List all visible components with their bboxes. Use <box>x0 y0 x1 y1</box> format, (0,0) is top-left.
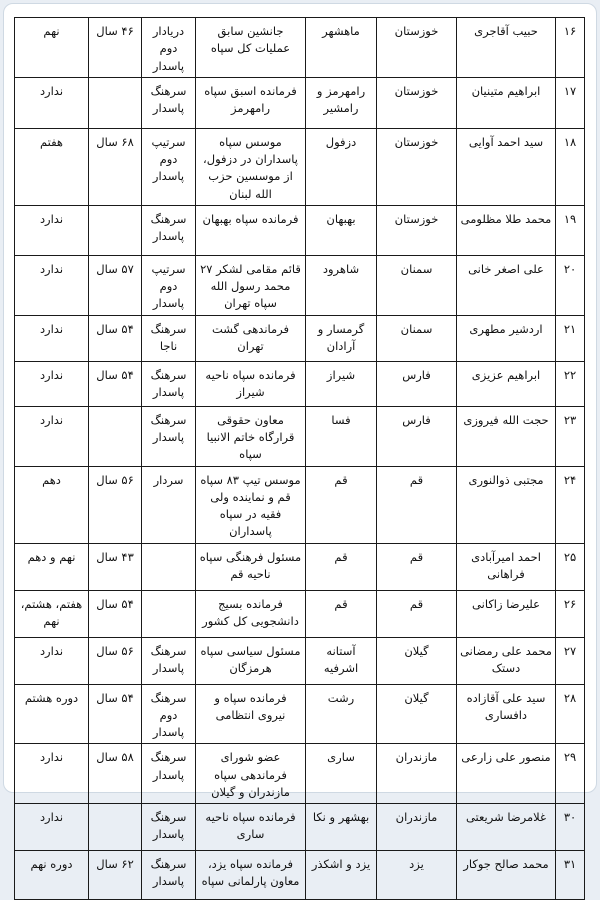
cell-age: ۵۴ سال <box>89 590 142 637</box>
cell-term: دهم <box>15 466 89 543</box>
cell-position: فرمانده سپاه ناحیه ساری <box>196 804 306 851</box>
cell-district: بهشهر و نکا <box>306 804 377 851</box>
cell-district: آستانه اشرفیه <box>306 637 377 684</box>
cell-age <box>89 77 142 128</box>
table-row <box>15 128 585 205</box>
cell-name: احمد امیرآبادی فراهانی <box>457 543 556 590</box>
cell-rank <box>142 590 196 637</box>
cell-province: سمنان <box>377 315 457 361</box>
cell-age <box>89 406 142 466</box>
cell-province: قم <box>377 466 457 543</box>
cell-position: مسئول فرهنگی سپاه ناحیه قم <box>196 543 306 590</box>
cell-age <box>89 804 142 851</box>
table-body <box>15 18 585 900</box>
cell-district: شیراز <box>306 361 377 406</box>
cell-age: ۵۸ سال <box>89 744 142 804</box>
cell-row-number: ۲۸ <box>556 684 585 744</box>
cell-term: ندارد <box>15 804 89 851</box>
cell-term: هفتم، هشتم، نهم <box>15 590 89 637</box>
cell-row-number: ۲۱ <box>556 315 585 361</box>
cell-row-number: ۳۱ <box>556 851 585 900</box>
cell-term: ندارد <box>15 406 89 466</box>
cell-name: محمد علی رمضانی دستک <box>457 637 556 684</box>
table-row <box>15 361 585 406</box>
cell-name: ابراهیم متینیان <box>457 77 556 128</box>
cell-term: ندارد <box>15 255 89 315</box>
cell-row-number: ۳۰ <box>556 804 585 851</box>
cell-rank <box>142 543 196 590</box>
cell-district: بهبهان <box>306 205 377 255</box>
cell-province: گیلان <box>377 637 457 684</box>
cell-province: خوزستان <box>377 128 457 205</box>
cell-term: ندارد <box>15 315 89 361</box>
cell-province: قم <box>377 590 457 637</box>
cell-district: ساری <box>306 744 377 804</box>
cell-term: دوره نهم <box>15 851 89 900</box>
cell-province: یزد <box>377 851 457 900</box>
cell-position: فرمانده سپاه و نیروی انتظامی <box>196 684 306 744</box>
cell-district: یزد و اشکذر <box>306 851 377 900</box>
cell-position: موسس سپاه پاسداران در دزفول، از موسسین حزب الله لبنان <box>196 128 306 205</box>
cell-district: قم <box>306 543 377 590</box>
cell-age: ۶۲ سال <box>89 851 142 900</box>
cell-province: سمنان <box>377 255 457 315</box>
cell-rank: سرهنگ ناجا <box>142 315 196 361</box>
cell-term: ندارد <box>15 744 89 804</box>
cell-age: ۴۳ سال <box>89 543 142 590</box>
table-row <box>15 315 585 361</box>
cell-term: نهم <box>15 18 89 78</box>
cell-district: دزفول <box>306 128 377 205</box>
cell-province: گیلان <box>377 684 457 744</box>
cell-district: گرمسار و آرادان <box>306 315 377 361</box>
cell-age: ۵۴ سال <box>89 684 142 744</box>
cell-district: رشت <box>306 684 377 744</box>
cell-rank: سرهنگ پاسدار <box>142 361 196 406</box>
cell-position: فرمانده بسیج دانشجویی کل کشور <box>196 590 306 637</box>
cell-province: خوزستان <box>377 205 457 255</box>
table-row <box>15 18 585 78</box>
cell-position: فرمانده سپاه یزد، معاون پارلمانی سپاه <box>196 851 306 900</box>
table-row <box>15 684 585 744</box>
cell-rank: دریادار دوم پاسدار <box>142 18 196 78</box>
cell-name: سید احمد آوایی <box>457 128 556 205</box>
cell-rank: سرهنگ پاسدار <box>142 205 196 255</box>
cell-rank: سرهنگ پاسدار <box>142 77 196 128</box>
cell-age: ۵۴ سال <box>89 315 142 361</box>
cell-position: قائم مقامی لشکر ۲۷ محمد رسول الله سپاه تهران <box>196 255 306 315</box>
cell-term: ندارد <box>15 77 89 128</box>
cell-rank: سرهنگ پاسدار <box>142 406 196 466</box>
cell-position: عضو شورای فرماندهی سپاه مازندران و گیلان <box>196 744 306 804</box>
table-row <box>15 205 585 255</box>
cell-rank: سرتیپ دوم پاسدار <box>142 128 196 205</box>
cell-rank: سرتیپ دوم پاسدار <box>142 255 196 315</box>
cell-district: ماهشهر <box>306 18 377 78</box>
cell-term: دوره هشتم <box>15 684 89 744</box>
cell-position: موسس تیپ ۸۳ سپاه قم و نماینده ولی فقیه در سپاه پاسداران <box>196 466 306 543</box>
cell-term: هفتم <box>15 128 89 205</box>
cell-row-number: ۲۴ <box>556 466 585 543</box>
cell-name: علیرضا زاکانی <box>457 590 556 637</box>
cell-age <box>89 205 142 255</box>
cell-age: ۴۶ سال <box>89 18 142 78</box>
cell-name: غلامرضا شریعتی <box>457 804 556 851</box>
table-row <box>15 406 585 466</box>
cell-row-number: ۱۹ <box>556 205 585 255</box>
cell-name: ابراهیم عزیزی <box>457 361 556 406</box>
cell-row-number: ۲۳ <box>556 406 585 466</box>
cell-position: فرمانده سپاه بهبهان <box>196 205 306 255</box>
cell-row-number: ۱۸ <box>556 128 585 205</box>
cell-age: ۵۴ سال <box>89 361 142 406</box>
table-row <box>15 804 585 851</box>
cell-province: قم <box>377 543 457 590</box>
cell-name: محمد صالح جوکار <box>457 851 556 900</box>
cell-district: رامهرمز و رامشیر <box>306 77 377 128</box>
cell-row-number: ۲۲ <box>556 361 585 406</box>
cell-district: فسا <box>306 406 377 466</box>
cell-age: ۵۶ سال <box>89 466 142 543</box>
cell-position: فرمانده سپاه ناحیه شیراز <box>196 361 306 406</box>
cell-name: اردشیر مطهری <box>457 315 556 361</box>
cell-age: ۶۸ سال <box>89 128 142 205</box>
cell-row-number: ۱۷ <box>556 77 585 128</box>
cell-province: مازندران <box>377 744 457 804</box>
cell-row-number: ۲۵ <box>556 543 585 590</box>
cell-province: مازندران <box>377 804 457 851</box>
cell-name: منصور علی زارعی <box>457 744 556 804</box>
cell-row-number: ۲۰ <box>556 255 585 315</box>
cell-district: قم <box>306 590 377 637</box>
cell-position: معاون حقوقی قرارگاه خاتم الانبیا سپاه <box>196 406 306 466</box>
cell-province: فارس <box>377 406 457 466</box>
cell-rank: سرهنگ پاسدار <box>142 851 196 900</box>
table-row <box>15 744 585 804</box>
cell-row-number: ۲۷ <box>556 637 585 684</box>
table-row <box>15 851 585 900</box>
members-table <box>14 17 585 900</box>
cell-district: شاهرود <box>306 255 377 315</box>
cell-district: قم <box>306 466 377 543</box>
cell-rank: سرهنگ پاسدار <box>142 637 196 684</box>
cell-rank: سرهنگ پاسدار <box>142 744 196 804</box>
cell-row-number: ۱۶ <box>556 18 585 78</box>
cell-name: علی اصغر خانی <box>457 255 556 315</box>
cell-rank: سرهنگ دوم پاسدار <box>142 684 196 744</box>
cell-province: خوزستان <box>377 77 457 128</box>
cell-position: فرماندهی گشت تهران <box>196 315 306 361</box>
cell-row-number: ۲۹ <box>556 744 585 804</box>
cell-term: ندارد <box>15 637 89 684</box>
cell-position: فرمانده اسبق سپاه رامهرمز <box>196 77 306 128</box>
cell-age: ۵۷ سال <box>89 255 142 315</box>
table-row <box>15 77 585 128</box>
cell-term: ندارد <box>15 361 89 406</box>
table-row <box>15 543 585 590</box>
cell-name: حجت الله فیروزی <box>457 406 556 466</box>
cell-position: مسئول سیاسی سپاه هرمزگان <box>196 637 306 684</box>
cell-province: خوزستان <box>377 18 457 78</box>
cell-position: جانشین سابق عملیات کل سپاه <box>196 18 306 78</box>
cell-term: نهم و دهم <box>15 543 89 590</box>
table-row <box>15 255 585 315</box>
cell-rank: سردار <box>142 466 196 543</box>
cell-age: ۵۶ سال <box>89 637 142 684</box>
cell-name: سید علی آقازاده دافساری <box>457 684 556 744</box>
table-row <box>15 590 585 637</box>
table-row <box>15 637 585 684</box>
cell-province: فارس <box>377 361 457 406</box>
cell-name: محمد طلا مظلومی <box>457 205 556 255</box>
cell-name: حبیب آقاجری <box>457 18 556 78</box>
cell-row-number: ۲۶ <box>556 590 585 637</box>
table-row <box>15 466 585 543</box>
cell-term: ندارد <box>15 205 89 255</box>
cell-rank: سرهنگ پاسدار <box>142 804 196 851</box>
cell-name: مجتبی ذوالنوری <box>457 466 556 543</box>
